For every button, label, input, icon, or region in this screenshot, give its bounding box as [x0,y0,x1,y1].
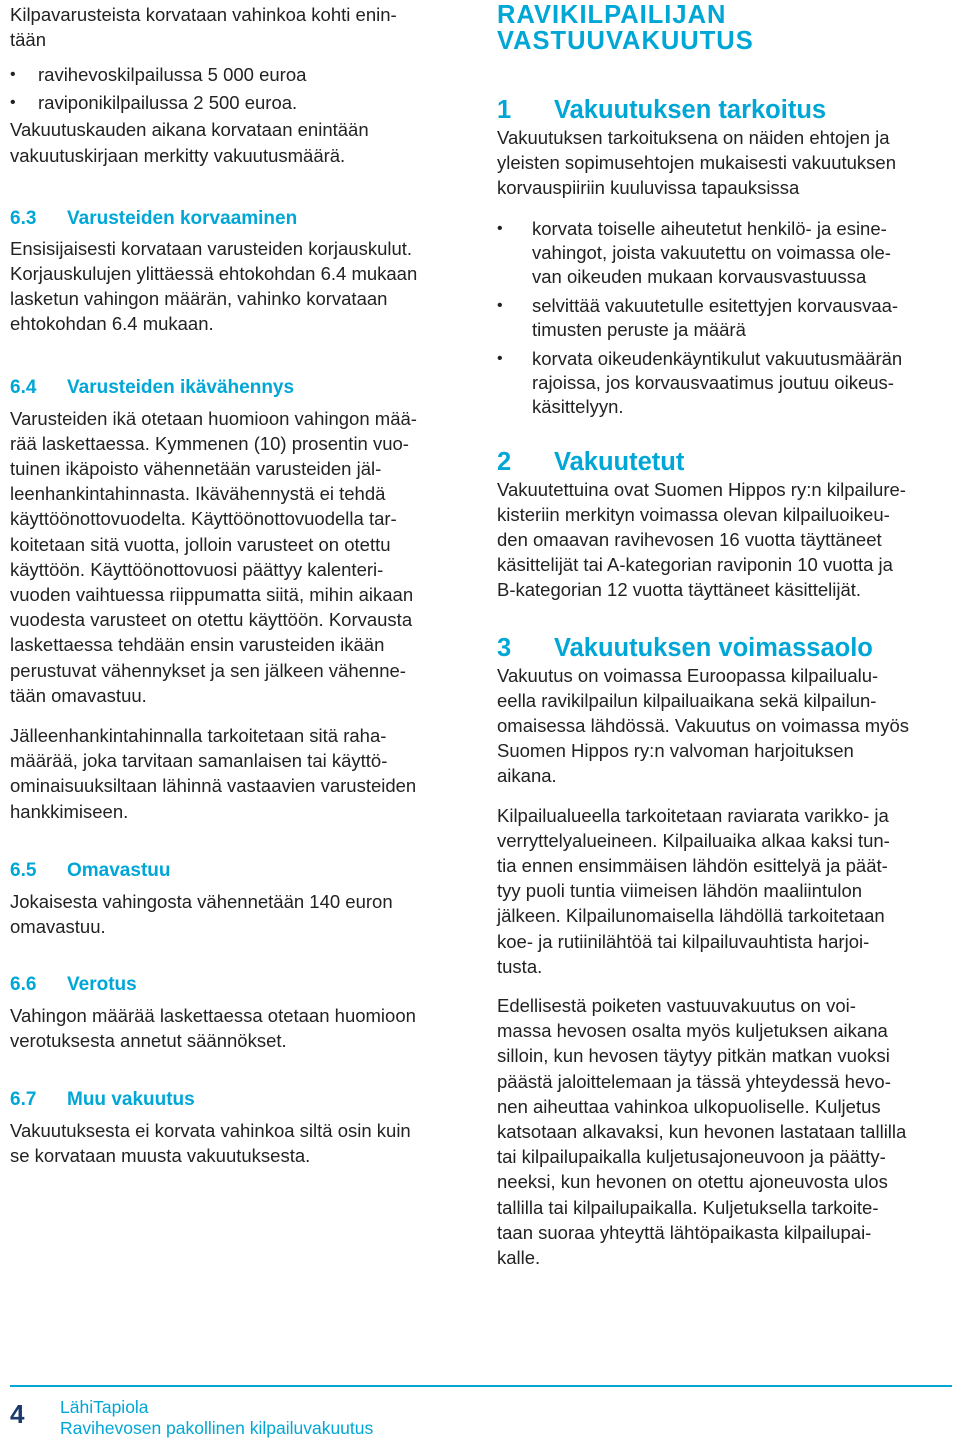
bullet-icon: • [497,349,503,367]
bullet-icon: • [497,219,503,237]
page-title: RAVIKILPAILIJAN VASTUUVAKUUTUS [497,1,754,55]
page-number: 4 [10,1399,25,1429]
right-column [497,2,952,1270]
bullet-icon: • [10,94,16,112]
intro-paragraph: Kilpavarusteista korvataan vahinkoa kohti enin- tään [10,4,397,51]
brand-name: LähiTapiola [60,1397,149,1417]
list-item: • korvata toiselle aiheutetut henkilö- ja esine- vahingot, joista vakuutettu on voimassa ole- van oikeuden mukaan korvausvastuussa [497,217,891,287]
footer-brand [60,1397,373,1439]
section-6-5-body: Jokaisesta vahingosta vähennetään 140 euron omavastuu. [10,890,393,938]
bullet-icon: • [10,66,16,84]
section-2-heading: 2 Vakuutetut [497,447,685,476]
section-1-bullet-list [497,217,952,419]
bullet-icon: • [497,296,503,314]
section-1-heading: 1 Vakuutuksen tarkoitus [497,96,827,124]
section-3-body-3: Edellisestä poiketen vastuuvakuutus on voi- massa hevosen osalta myös kuljetuksen aikana silloin, kun hevosen täytyy pitkän matkan vuoksi päästä jaloittelemaan ja tässä yhteydessä hevo- nen aiheuttaa vahinkoa ulkopuoliselle. Kuljetus katsotaan alkavaksi, kun hevonen lastataan tallilla tai kilpailupaikalla kuljetusajoneuvoon ja päätty- neeksi, kun hevonen on otettu ajoneuvosta ulos tallilla tai kilpailupaikalla. Kuljetuksella tarkoite- taan suoraa yhteyttä lähtöpaikasta kilpailupai- kalle. [497,995,907,1269]
section-6-5-heading: 6.5 Omavastuu [10,859,171,881]
list-item: • korvata oikeudenkäyntikulut vakuutusmäärän rajoissa, jos korvausvaatimus joutuu oikeus- käsittelyyn. [497,347,903,417]
list-item: • ravihevoskilpailussa 5 000 euroa [10,64,307,86]
list-item: • selvittää vakuutetulle esitettyjen korvausvaa- timusten peruste ja määrä [497,294,899,340]
intro-bullet-list [10,62,465,115]
section-6-4-body: Varusteiden ikä otetaan huomioon vahingon mää- rää laskettaessa. Kymmenen (10) prosentin vuo- tuinen ikäpoisto vähennetään varusteiden jäl- leenhankintahinnasta. Ikävähennystä ei tehdä käyttöönottovuodelta. Käyttöönottovuodella tar- koitetaan sitä vuotta, jolloin varusteet on otettu käyttöön. Käyttöönottovuosi päättyy kalenteri- vuoden vaihtuessa riippumatta siitä, mihin aikaan vuodesta varusteet on otettu käyttöön. Korvausta laskettaessa tehdään ensin varusteiden ikään perustuvat vähennykset ja sen jälkeen vähenne- tään omavastuu. [10,407,417,706]
section-3-body: Vakuutus on voimassa Euroopassa kilpailualu- eella ravikilpailun kilpailuaikana sekä kilpailun- omaisessa lähdössä. Vakuutus on voimassa myös Suomen Hippos ry:n valvoman harjoituksen aikana. [497,664,909,787]
section-3-heading: 3 Vakuutuksen voimassaolo [497,633,873,662]
section-6-7-heading: 6.7 Muu vakuutus [10,1088,195,1110]
section-2-body: Vakuutettuina ovat Suomen Hippos ry:n kilpailure- kisteriin merkityn voimassa olevan kilpailuoikeu- den omaavan ravihevosen 16 vuotta täyttäneet käsittelijät tai A-kategorian raviponin 10 vuotta ja B-kategorian 12 vuotta täyttäneet käsittelijät. [497,478,906,601]
document-subtitle: Ravihevosen pakollinen kilpailuvakuutus [60,1418,374,1438]
list-item: • raviponikilpailussa 2 500 euroa. [10,92,298,114]
section-6-3-heading: 6.3 Varusteiden korvaaminen [10,207,298,229]
section-6-4-body-2: Jälleenhankintahinnalla tarkoitetaan sitä raha- määrää, joka tarvitaan samanlaisen tai käyttö- ominaisuuksiltaan lähinnä vastaavien varusteiden hankkimiseen. [10,725,417,822]
section-6-7-body: Vakuutuksesta ei korvata vahinkoa siltä osin kuin se korvataan muusta vakuutuksesta. [10,1119,411,1166]
section-3-body-2: Kilpailualueella tarkoitetaan raviarata varikko- ja verryttelyalueineen. Kilpailuaika alkaa kaksi tun- tia ennen ensimmäisen lähdön esittelyä ja päät- tyy puoli tuntia viimeisen lähdön maaliintulon jälkeen. Kilpailunomaisella lähdöllä tarkoitetaan koe- ja rutiinilähtöä tai kilpailuvauhtista harjoi- tusta. [497,804,890,977]
section-1-body: Vakuutuksen tarkoituksena on näiden ehtojen ja yleisten sopimusehtojen mukaisesti vakuutuksen korvauspiiriin kuuluvissa tapauksissa [497,127,896,199]
section-6-4-heading: 6.4 Varusteiden ikävähennys [10,376,295,398]
intro-after-paragraph: Vakuutuskauden aikana korvataan enintään vakuutuskirjaan merkitty vakuutusmäärä. [10,119,369,166]
section-6-6-body: Vahingon määrää laskettaessa otetaan huomioon verotuksesta annetut säännökset. [10,1005,416,1052]
page-footer [10,1385,952,1438]
left-column [10,2,465,1168]
section-6-3-body: Ensisijaisesti korvataan varusteiden korjauskulut. Korjauskulujen ylittäessä ehtokohdan 6.4 mukaan lasketun vahingon määrän, vahinko korvataan ehtokohdan 6.4 mukaan. [10,237,418,335]
section-6-6-heading: 6.6 Verotus [10,974,137,996]
